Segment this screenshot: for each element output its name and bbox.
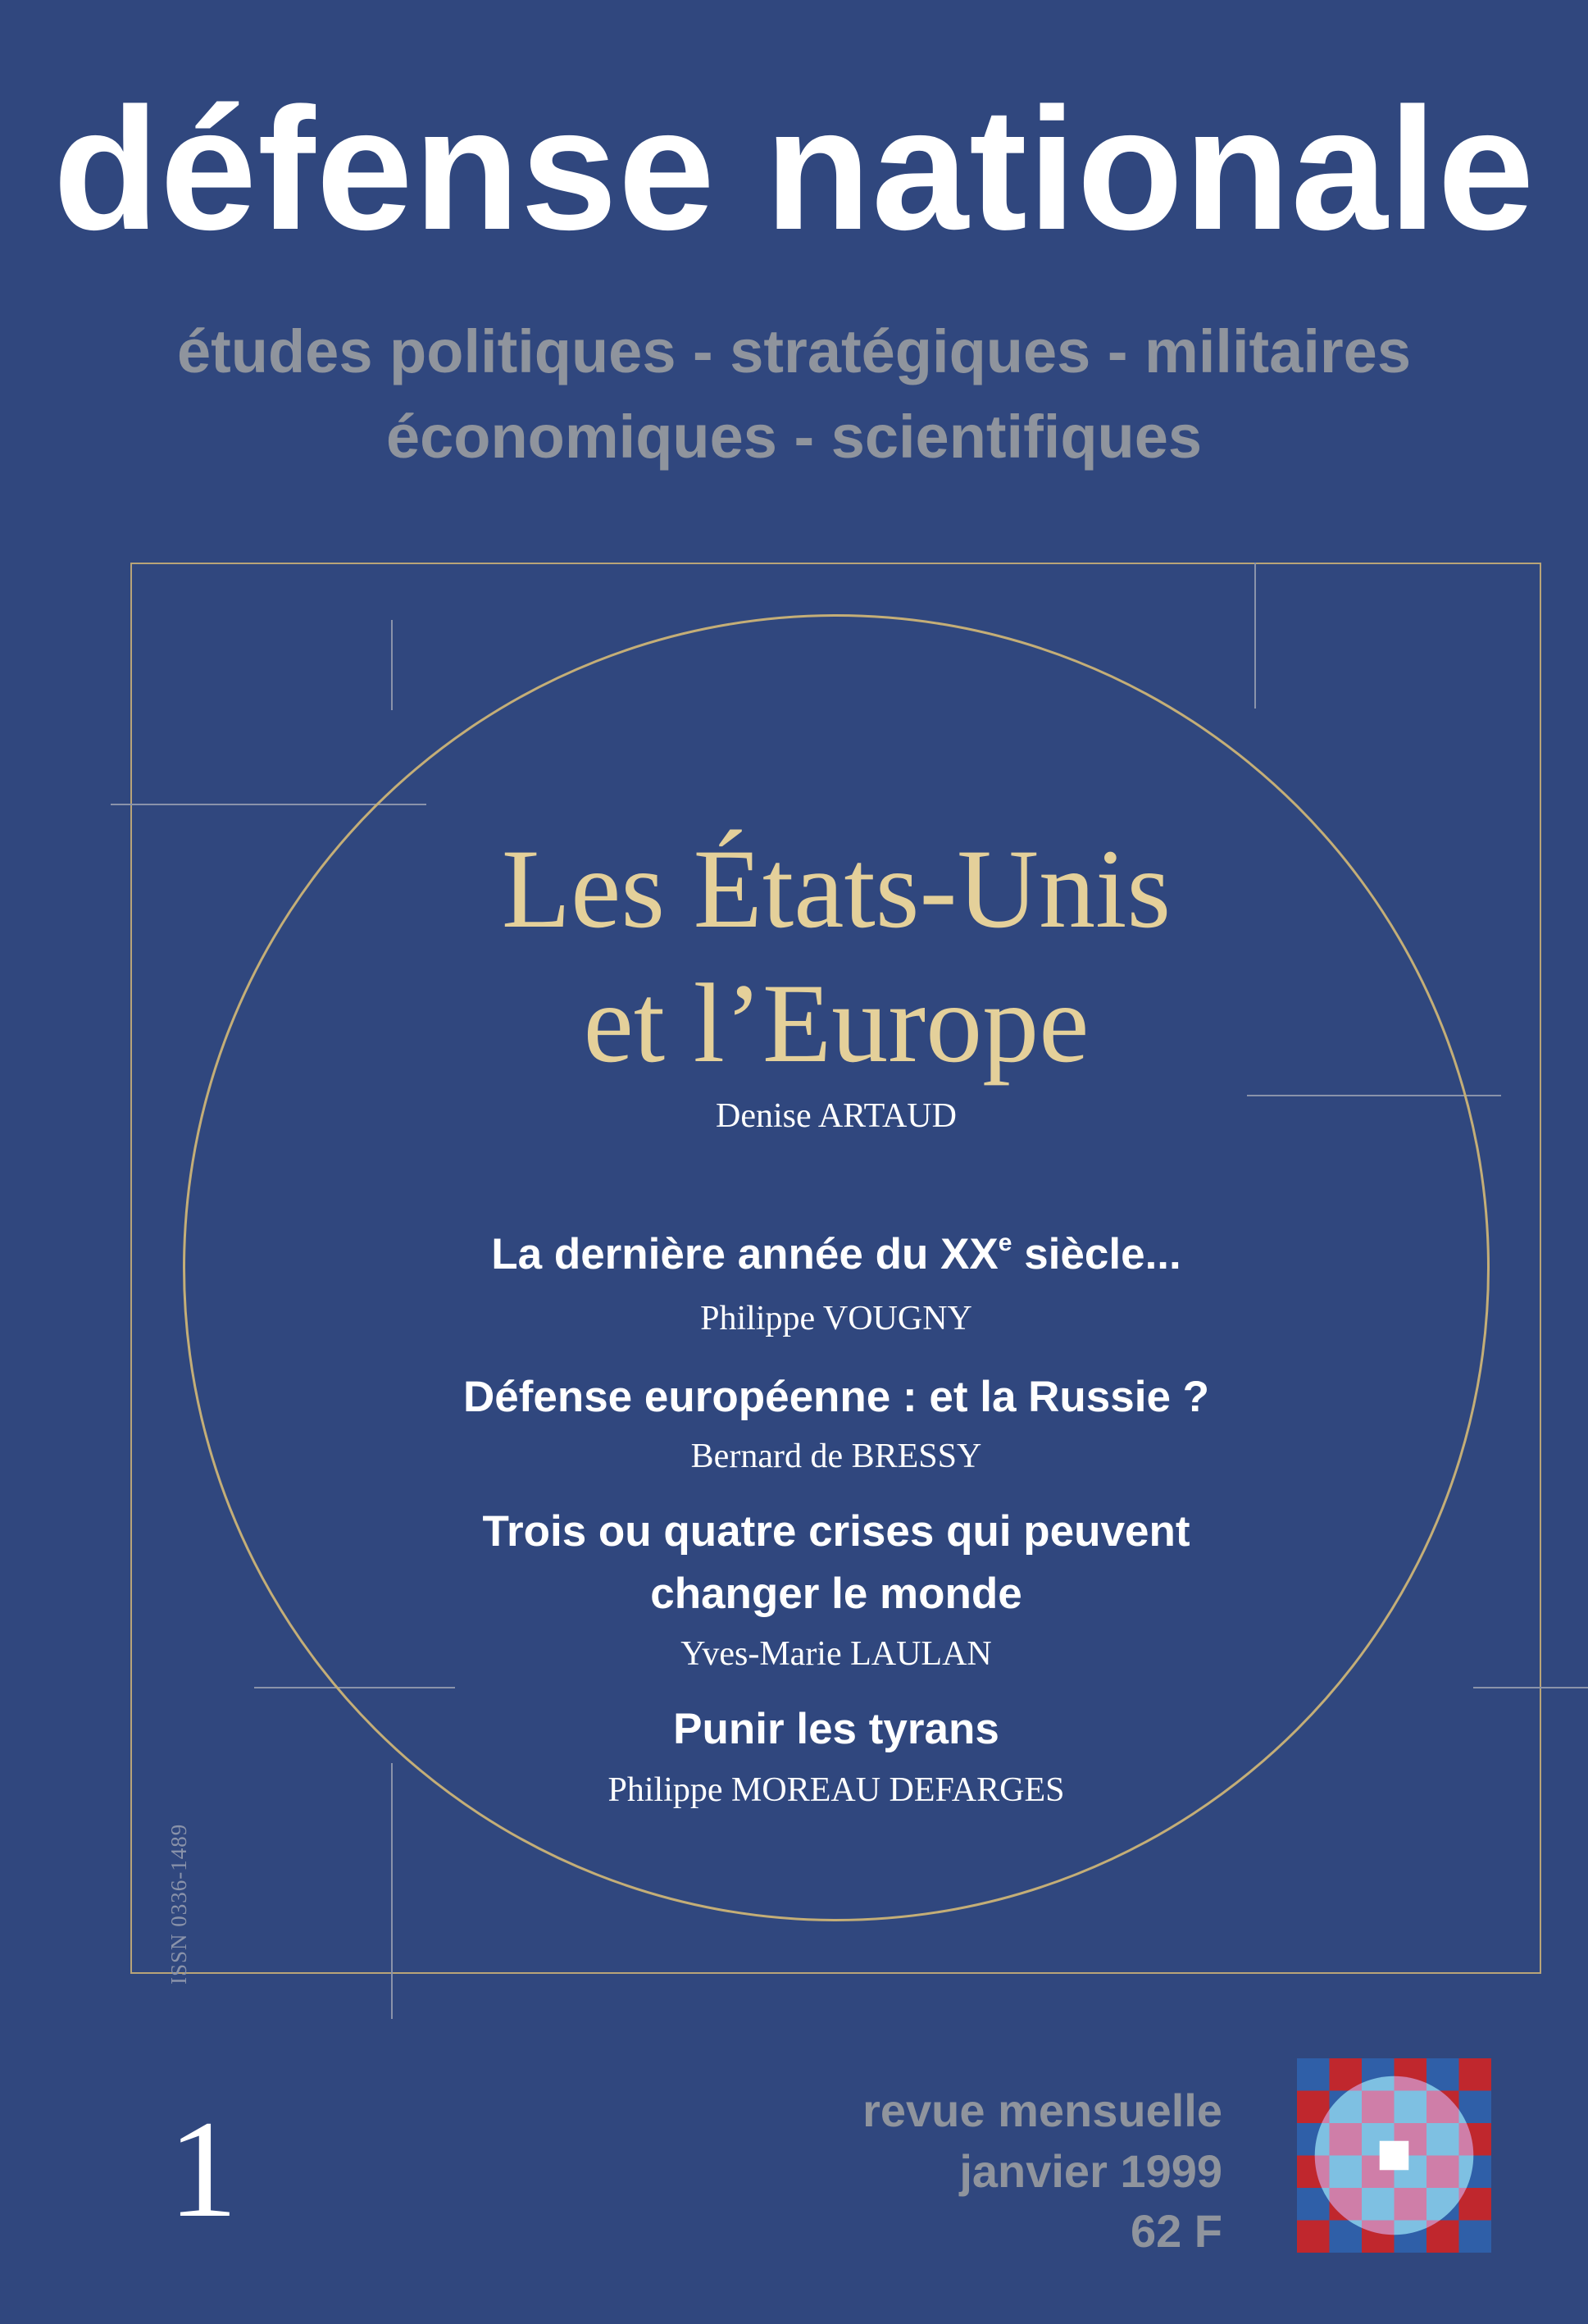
logo-tile — [1297, 2058, 1330, 2091]
article-author: Bernard de BRESSY — [690, 1438, 982, 1475]
issue-number: 1 — [168, 2092, 238, 2246]
issn-number: ISSN 0336-1489 — [166, 1823, 191, 1985]
logo-tile — [1459, 2058, 1492, 2091]
article-author: Yves-Marie LAULAN — [680, 1635, 992, 1673]
logo-center-tile — [1380, 2141, 1409, 2171]
masthead-title: défense nationale — [52, 71, 1536, 266]
logo-tile — [1459, 2221, 1492, 2253]
article-title: Défense européenne : et la Russie ? — [462, 1373, 1210, 1421]
issue-date: janvier 1999 — [959, 2145, 1222, 2197]
logo-tile — [1330, 2123, 1363, 2156]
logo-tile — [1395, 2091, 1427, 2124]
logo-tile — [1362, 2188, 1395, 2221]
article-author: Philippe VOUGNY — [700, 1300, 972, 1337]
logo-tile — [1426, 2156, 1459, 2189]
issue-price: 62 F — [1130, 2205, 1222, 2257]
feature-author: Denise ARTAUD — [716, 1097, 957, 1135]
logo-tile — [1395, 2188, 1427, 2221]
feature-title-line2: et l’Europe — [583, 960, 1090, 1086]
article-author: Philippe MOREAU DEFARGES — [607, 1771, 1065, 1809]
frame-tick — [1473, 1687, 1588, 1688]
feature-title-line1: Les États-Unis — [501, 826, 1172, 951]
article-title: Punir les tyrans — [673, 1705, 999, 1753]
frame-tick — [391, 620, 393, 710]
logo-tile — [1362, 2091, 1395, 2124]
checkered-circle-logo-icon — [1297, 2058, 1491, 2253]
feature-title — [0, 822, 1588, 1091]
masthead-subtitle-line1: études politiques - stratégiques - militaires — [176, 317, 1411, 385]
masthead-subtitle-line2: économiques - scientifiques — [385, 403, 1203, 471]
logo-tile — [1297, 2221, 1330, 2253]
issue-frequency: revue mensuelle — [862, 2085, 1222, 2136]
article-title: La dernière année du XXe siècle... — [491, 1229, 1181, 1278]
logo-tile — [1330, 2156, 1363, 2189]
frame-tick — [1254, 563, 1256, 709]
logo-tile — [1426, 2123, 1459, 2156]
article-title: Trois ou quatre crises qui peuvent changer le monde — [482, 1507, 1190, 1618]
